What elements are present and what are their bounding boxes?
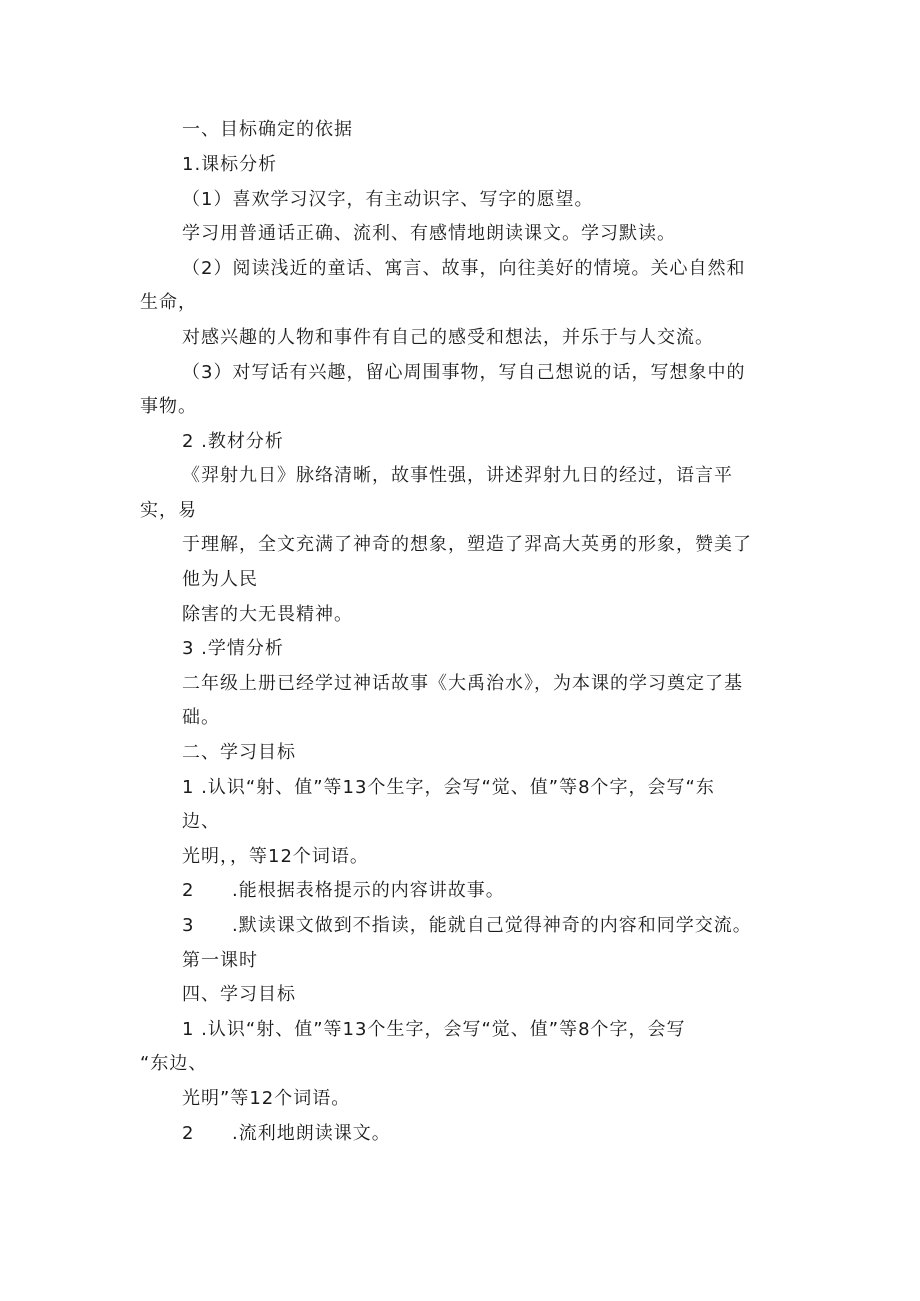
paragraph-line: “东边、 bbox=[140, 1053, 208, 1074]
subheading-textbook-analysis: 2 .教材分析 bbox=[182, 431, 284, 452]
list-item-goal-2: .能根据表格提示的内容讲故事。 bbox=[232, 880, 505, 901]
paragraph-line: （1）喜欢学习汉字，有主动识字、写字的愿望。 bbox=[182, 189, 594, 210]
paragraph-line: 事物。 bbox=[140, 396, 197, 417]
paragraph-line: 《羿射九日》脉络清晰，故事性强，讲述羿射九日的经过，语言平 bbox=[182, 465, 733, 486]
paragraph-line: 实，易 bbox=[140, 500, 197, 521]
heading-goal-basis: 一、目标确定的依据 bbox=[182, 119, 353, 140]
heading-learning-goals: 二、学习目标 bbox=[182, 742, 296, 763]
paragraph-line: （3）对写话有兴趣，留心周围事物，写自己想说的话，写想象中的 bbox=[182, 362, 746, 383]
list-item-goal-1: 1 .认识“射、值”等13个生字，会写“觉、值”等8个字，会写 bbox=[182, 1019, 686, 1040]
list-item-number: 3 bbox=[182, 915, 195, 936]
list-item-number: 2 bbox=[182, 880, 195, 901]
paragraph-line: 边、 bbox=[182, 811, 220, 832]
paragraph-line: 除害的大无畏精神。 bbox=[182, 604, 353, 625]
paragraph-line: 于理解，全文充满了神奇的想象，塑造了羿高大英勇的形象，赞美了 bbox=[182, 534, 752, 555]
paragraph-line: 光明，，等12个词语。 bbox=[182, 846, 369, 867]
paragraph-line: 对感兴趣的人物和事件有自己的感受和想法，并乐于与人交流。 bbox=[182, 327, 714, 348]
subheading-curriculum-analysis: 1.课标分析 bbox=[182, 154, 278, 175]
subheading-learner-analysis: 3 .学情分析 bbox=[182, 638, 284, 659]
paragraph-line: 二年级上册已经学过神话故事《大禹治水》，为本课的学习奠定了基 bbox=[182, 673, 743, 694]
paragraph-line: （2）阅读浅近的童话、寓言、故事，向往美好的情境。关心自然和 bbox=[182, 258, 746, 279]
paragraph-line: 他为人民 bbox=[182, 569, 258, 590]
paragraph-line: 光明”等12个词语。 bbox=[182, 1088, 351, 1109]
heading-first-lesson: 第一课时 bbox=[182, 950, 258, 971]
paragraph-line: 础。 bbox=[182, 707, 220, 728]
paragraph-line: 生命， bbox=[140, 292, 197, 313]
list-item-goal-2: .流利地朗读课文。 bbox=[232, 1123, 391, 1144]
heading-learning-goals-4: 四、学习目标 bbox=[182, 984, 296, 1005]
paragraph-line: 学习用普通话正确、流利、有感情地朗读课文。学习默读。 bbox=[182, 223, 676, 244]
list-item-goal-1: 1 .认识“射、值”等13个生字，会写“觉、值”等8个字，会写“东 bbox=[182, 777, 715, 798]
list-item-number: 2 bbox=[182, 1123, 195, 1144]
list-item-goal-3: .默读课文做到不指读，能就自己觉得神奇的内容和同学交流。 bbox=[232, 915, 752, 936]
